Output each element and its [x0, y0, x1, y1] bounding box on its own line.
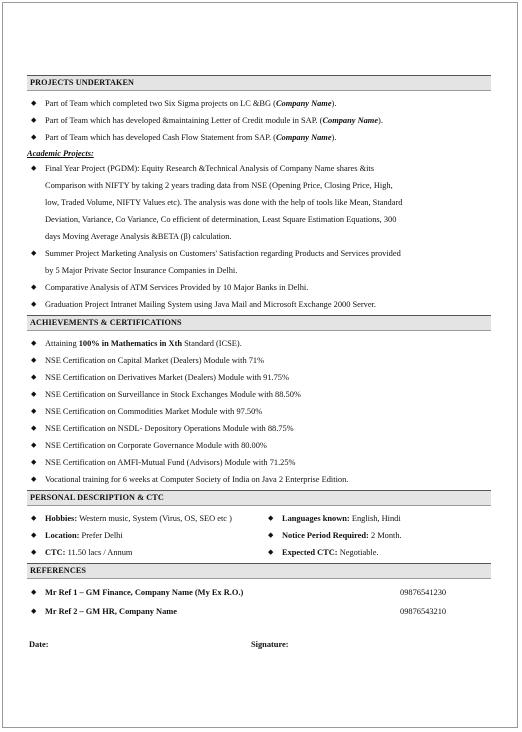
signature-label: Signature:: [251, 640, 289, 649]
academic-line: Graduation Project Intranet Mailing System using Java Mail and Microsoft Exchange 2000 Server.: [45, 300, 376, 309]
project-text: Part of Team which completed two Six Sigma projects on LC &BG (: [45, 99, 276, 108]
diamond-bullet-icon: ◆: [31, 116, 37, 124]
diamond-bullet-icon: ◆: [31, 164, 37, 172]
personal-item: [264, 510, 491, 527]
personal-item: [264, 544, 491, 561]
project-text: Part of Team which has developed Cash Flow Statement from SAP. (: [45, 133, 276, 142]
personal-label: Notice Period Required:: [282, 531, 369, 540]
personal-value: 11.50 lacs / Annum: [65, 548, 133, 557]
reference-phone: 09876543210: [400, 607, 447, 616]
academic-projects-title: Academic Projects:: [27, 149, 94, 158]
achievement-item: [27, 471, 491, 488]
personal-label: Location:: [45, 531, 80, 540]
achievements-header: ACHIEVEMENTS & CERTIFICATIONS: [27, 315, 491, 331]
diamond-bullet-icon: ◆: [31, 548, 37, 556]
personal-label: Hobbies:: [45, 514, 78, 523]
academic-project-item: [27, 160, 491, 245]
achievement-text: NSE Certification on AMFI-Mutual Fund (Advisors) Module with 71.25%: [45, 458, 296, 467]
achievements-list: [27, 335, 491, 488]
personal-value: Negotiable.: [337, 548, 379, 557]
academic-project-item: [27, 296, 491, 313]
diamond-bullet-icon: ◆: [31, 407, 37, 415]
diamond-bullet-icon: ◆: [31, 441, 37, 449]
diamond-bullet-icon: ◆: [31, 300, 37, 308]
diamond-bullet-icon: ◆: [31, 424, 37, 432]
projects-list: [27, 95, 491, 146]
resume-page: [2, 2, 518, 728]
achievement-text: Vocational training for 6 weeks at Computer Society of India on Java 2 Enterprise Edition.: [45, 475, 349, 484]
personal-value: Western music, System (Virus, OS, SEO etc ): [77, 514, 232, 523]
diamond-bullet-icon: ◆: [31, 373, 37, 381]
diamond-bullet-icon: ◆: [268, 514, 274, 522]
reference-phone: 09876541230: [400, 588, 447, 597]
references-list: [27, 583, 491, 621]
reference-name: Mr Ref 1 – GM Finance, Company Name (My Ex R.O.): [45, 588, 244, 597]
diamond-bullet-icon: ◆: [268, 548, 274, 556]
diamond-bullet-icon: ◆: [31, 99, 37, 107]
academic-project-item: [27, 245, 491, 279]
achievement-item: [27, 420, 491, 437]
academic-projects-list: [27, 160, 491, 313]
personal-value: Prefer Delhi: [79, 531, 123, 540]
personal-details: [27, 510, 491, 561]
achievement-highlight: 100% in Mathematics in Xth: [78, 339, 183, 348]
personal-item: [27, 544, 254, 561]
academic-line: Summer Project Marketing Analysis on Customers' Satisfaction regarding Products and Services provided: [45, 249, 401, 258]
project-item: [27, 129, 491, 146]
project-tail: ).: [378, 116, 383, 125]
achievement-text: NSE Certification on Surveillance in Stock Exchanges Module with 88.50%: [45, 390, 301, 399]
achievement-text: Attaining: [45, 339, 79, 348]
project-tail: ).: [331, 99, 337, 108]
project-tail: ).: [331, 133, 337, 142]
personal-label: Languages known:: [282, 514, 350, 523]
personal-left-column: [27, 510, 254, 561]
academic-line: days Moving Average Analysis &BETA (β) calculation.: [45, 232, 232, 241]
diamond-bullet-icon: ◆: [31, 249, 37, 257]
diamond-bullet-icon: ◆: [31, 588, 37, 596]
achievement-text: NSE Certification on Derivatives Market (Dealers) Module with 91.75%: [45, 373, 289, 382]
achievement-item: [27, 454, 491, 471]
reference-name: Mr Ref 2 – GM HR, Company Name: [45, 607, 177, 616]
academic-line: by 5 Major Private Sector Insurance Companies in Delhi.: [45, 266, 238, 275]
diamond-bullet-icon: ◆: [31, 531, 37, 539]
diamond-bullet-icon: ◆: [268, 531, 274, 539]
academic-line: low, Traded Volume, NIFTY Values etc). The analysis was done with the help of tools like Mean, Standard: [45, 198, 403, 207]
achievement-item: [27, 403, 491, 420]
achievement-item: [27, 437, 491, 454]
references-header: REFERENCES: [27, 563, 491, 579]
achievement-item: [27, 352, 491, 369]
achievement-item: [27, 335, 491, 352]
academic-project-item: [27, 279, 491, 296]
company-name: Company Name: [275, 133, 332, 142]
company-name: Company Name: [275, 99, 332, 108]
personal-item: [27, 527, 254, 544]
academic-line: Final Year Project (PGDM): Equity Research &Technical Analysis of Company Name shares &its: [45, 164, 375, 173]
projects-header: PROJECTS UNDERTAKEN: [27, 75, 491, 91]
diamond-bullet-icon: ◆: [31, 607, 37, 615]
achievement-item: [27, 386, 491, 403]
project-item: [27, 95, 491, 112]
achievement-text: NSE Certification on Capital Market (Dealers) Module with 71%: [45, 356, 265, 365]
date-label: Date:: [29, 640, 49, 649]
personal-value: 2 Month.: [368, 531, 402, 540]
achievement-text: NSE Certification on Corporate Governance Module with 80.00%: [45, 441, 267, 450]
personal-label: Expected CTC:: [282, 548, 338, 557]
achievement-text: NSE Certification on NSDL- Depository Operations Module with 88.75%: [45, 424, 294, 433]
personal-value: English, Hindi: [349, 514, 401, 523]
diamond-bullet-icon: ◆: [31, 475, 37, 483]
resume-content: [27, 75, 491, 655]
reference-item: [27, 602, 491, 621]
diamond-bullet-icon: ◆: [31, 458, 37, 466]
signature-row: [27, 635, 491, 655]
diamond-bullet-icon: ◆: [31, 390, 37, 398]
diamond-bullet-icon: ◆: [31, 339, 37, 347]
diamond-bullet-icon: ◆: [31, 133, 37, 141]
achievement-text: Standard (ICSE).: [182, 339, 242, 348]
diamond-bullet-icon: ◆: [31, 514, 37, 522]
diamond-bullet-icon: ◆: [31, 356, 37, 364]
achievement-text: NSE Certification on Commodities Market Module with 97.50%: [45, 407, 263, 416]
project-text: Part of Team which has developed &maintaining Letter of Credit module in SAP. (: [45, 116, 323, 125]
company-name: Company Name: [322, 116, 379, 125]
reference-item: [27, 583, 491, 602]
diamond-bullet-icon: ◆: [31, 283, 37, 291]
academic-line: Comparative Analysis of ATM Services Provided by 10 Major Banks in Delhi.: [45, 283, 309, 292]
academic-line: Deviation, Variance, Co Variance, Co efficient of determination, Least Square Estimation Equations, 300: [45, 215, 397, 224]
personal-header: PERSONAL DESCRIPTION & CTC: [27, 490, 491, 506]
academic-line: Comparison with NIFTY by taking 2 years trading data from NSE (Opening Price, Closing Price, High,: [45, 181, 393, 190]
personal-label: CTC:: [45, 548, 66, 557]
personal-item: [264, 527, 491, 544]
project-item: [27, 112, 491, 129]
achievement-item: [27, 369, 491, 386]
personal-right-column: [254, 510, 491, 561]
personal-item: [27, 510, 254, 527]
